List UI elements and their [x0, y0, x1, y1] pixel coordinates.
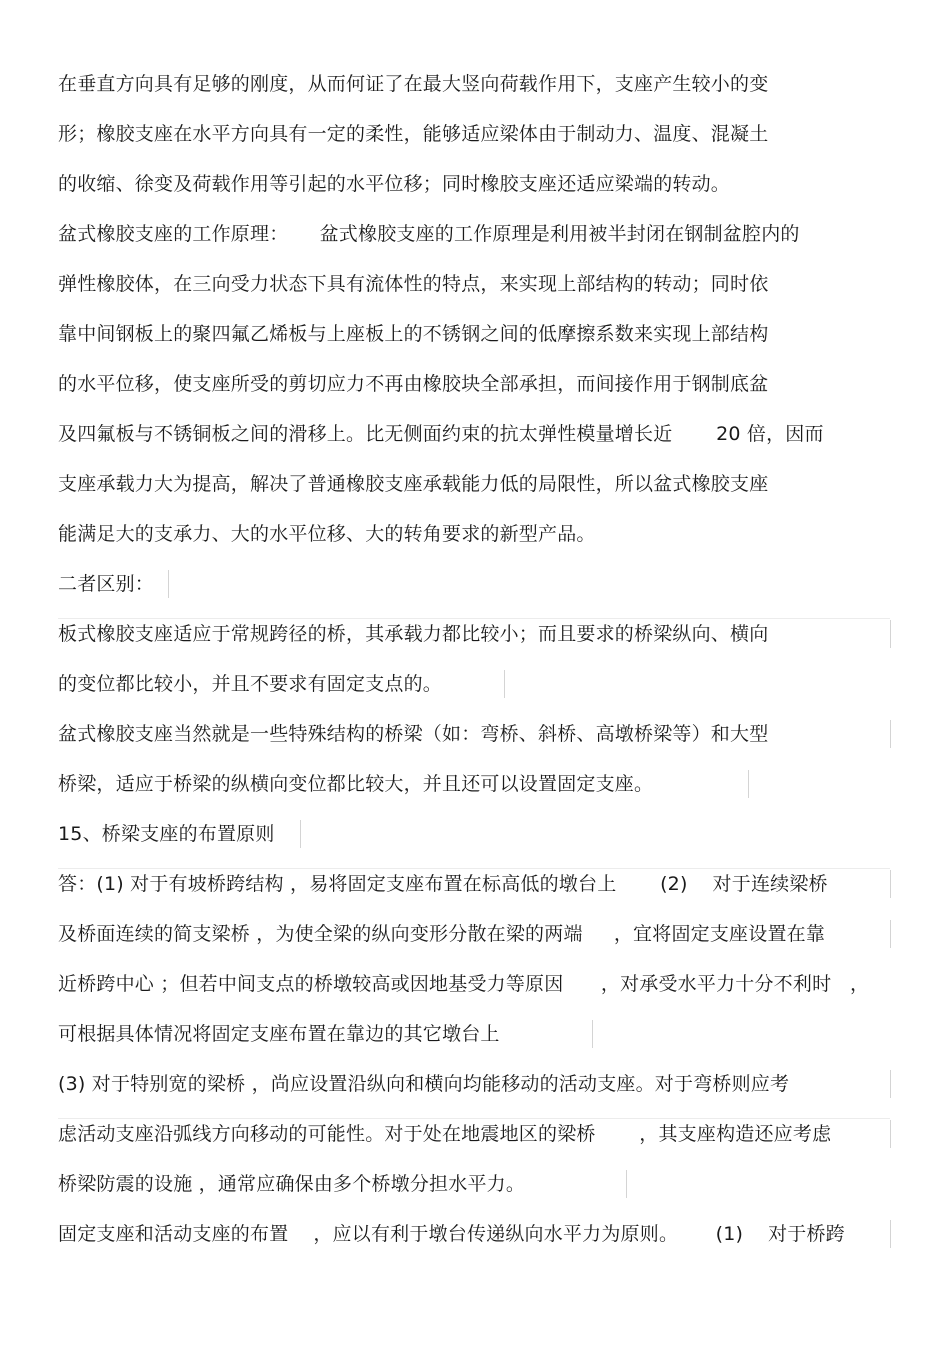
text-line: 答：(1) 对于有坡桥跨结构 ，易将固定支座布置在标高低的墩台上 (2) 对于连续梁桥: [58, 873, 828, 895]
text-line: 近桥跨中心 ；但若中间支点的桥墩较高或因地基受力等原因 ，对承受水平力十分不利时 ，: [58, 973, 870, 995]
cell-border: [890, 620, 891, 648]
text-line: 形；橡胶支座在水平方向具有一定的柔性，能够适应梁体由于制动力、温度、混凝土: [58, 123, 769, 145]
text-line: 支座承载力大为提高，解决了普通橡胶支座承载能力低的局限性，所以盆式橡胶支座: [58, 473, 769, 495]
cell-border: [890, 1220, 891, 1248]
cell-border: [300, 820, 301, 848]
cell-border: [58, 868, 890, 869]
cell-border: [58, 1118, 890, 1119]
text-line: 可根据具体情况将固定支座布置在靠边的其它墩台上: [58, 1023, 500, 1045]
cell-border: [890, 870, 891, 898]
text-line: 及桥面连续的简支梁桥 ，为使全梁的纵向变形分散在梁的两端 ，宜将固定支座设置在靠: [58, 923, 826, 945]
cell-border: [890, 1120, 891, 1148]
cell-border: [168, 570, 169, 598]
text-line: 在垂直方向具有足够的刚度，从而何证了在最大竖向荷载作用下，支座产生较小的变: [58, 73, 769, 95]
text-line: 桥梁防震的设施 ，通常应确保由多个桥墩分担水平力。: [58, 1173, 526, 1195]
cell-border: [890, 1070, 891, 1098]
text-line: 的变位都比较小，并且不要求有固定支点的。: [58, 673, 443, 695]
section-heading: 15、桥梁支座的布置原则: [58, 823, 275, 845]
text-line: 能满足大的支承力、大的水平位移、大的转角要求的新型产品。: [58, 523, 596, 545]
text-line: 弹性橡胶体，在三向受力状态下具有流体性的特点，来实现上部结构的转动；同时依: [58, 273, 769, 295]
text-line: 固定支座和活动支座的布置 ，应以有利于墩台传递纵向水平力为原则。 (1) 对于桥跨: [58, 1223, 845, 1245]
text-line: 盆式橡胶支座当然就是一些特殊结构的桥梁（如：弯桥、斜桥、高墩桥梁等）和大型: [58, 723, 769, 745]
text-line: (3) 对于特别宽的梁桥 ，尚应设置沿纵向和横向均能移动的活动支座。对于弯桥则应考: [58, 1073, 790, 1095]
text-line: 虑活动支座沿弧线方向移动的可能性。对于处在地震地区的梁桥 ，其支座构造还应考虑: [58, 1123, 832, 1145]
text-line: 盆式橡胶支座的工作原理： 盆式橡胶支座的工作原理是利用被半封闭在钢制盆腔内的: [58, 223, 800, 245]
cell-border: [890, 720, 891, 748]
cell-border: [504, 670, 505, 698]
text-line: 桥梁，适应于桥梁的纵横向变位都比较大，并且还可以设置固定支座。: [58, 773, 654, 795]
cell-border: [890, 920, 891, 948]
text-line: 靠中间钢板上的聚四氟乙烯板与上座板上的不锈钢之间的低摩擦系数来实现上部结构: [58, 323, 769, 345]
text-line: 的水平位移，使支座所受的剪切应力不再由橡胶块全部承担，而间接作用于钢制底盆: [58, 373, 769, 395]
section-label: 二者区别：: [58, 573, 155, 595]
cell-border: [748, 770, 749, 798]
text-line: 板式橡胶支座适应于常规跨径的桥，其承载力都比较小；而且要求的桥梁纵向、横向: [58, 623, 769, 645]
cell-border: [592, 1020, 593, 1048]
text-line: 及四氟板与不锈铜板之间的滑移上。比无侧面约束的抗太弹性模量增长近 20 倍，因而: [58, 423, 824, 445]
text-line: 的收缩、徐变及荷载作用等引起的水平位移；同时橡胶支座还适应梁端的转动。: [58, 173, 731, 195]
cell-border: [626, 1170, 627, 1198]
cell-border: [58, 618, 890, 619]
